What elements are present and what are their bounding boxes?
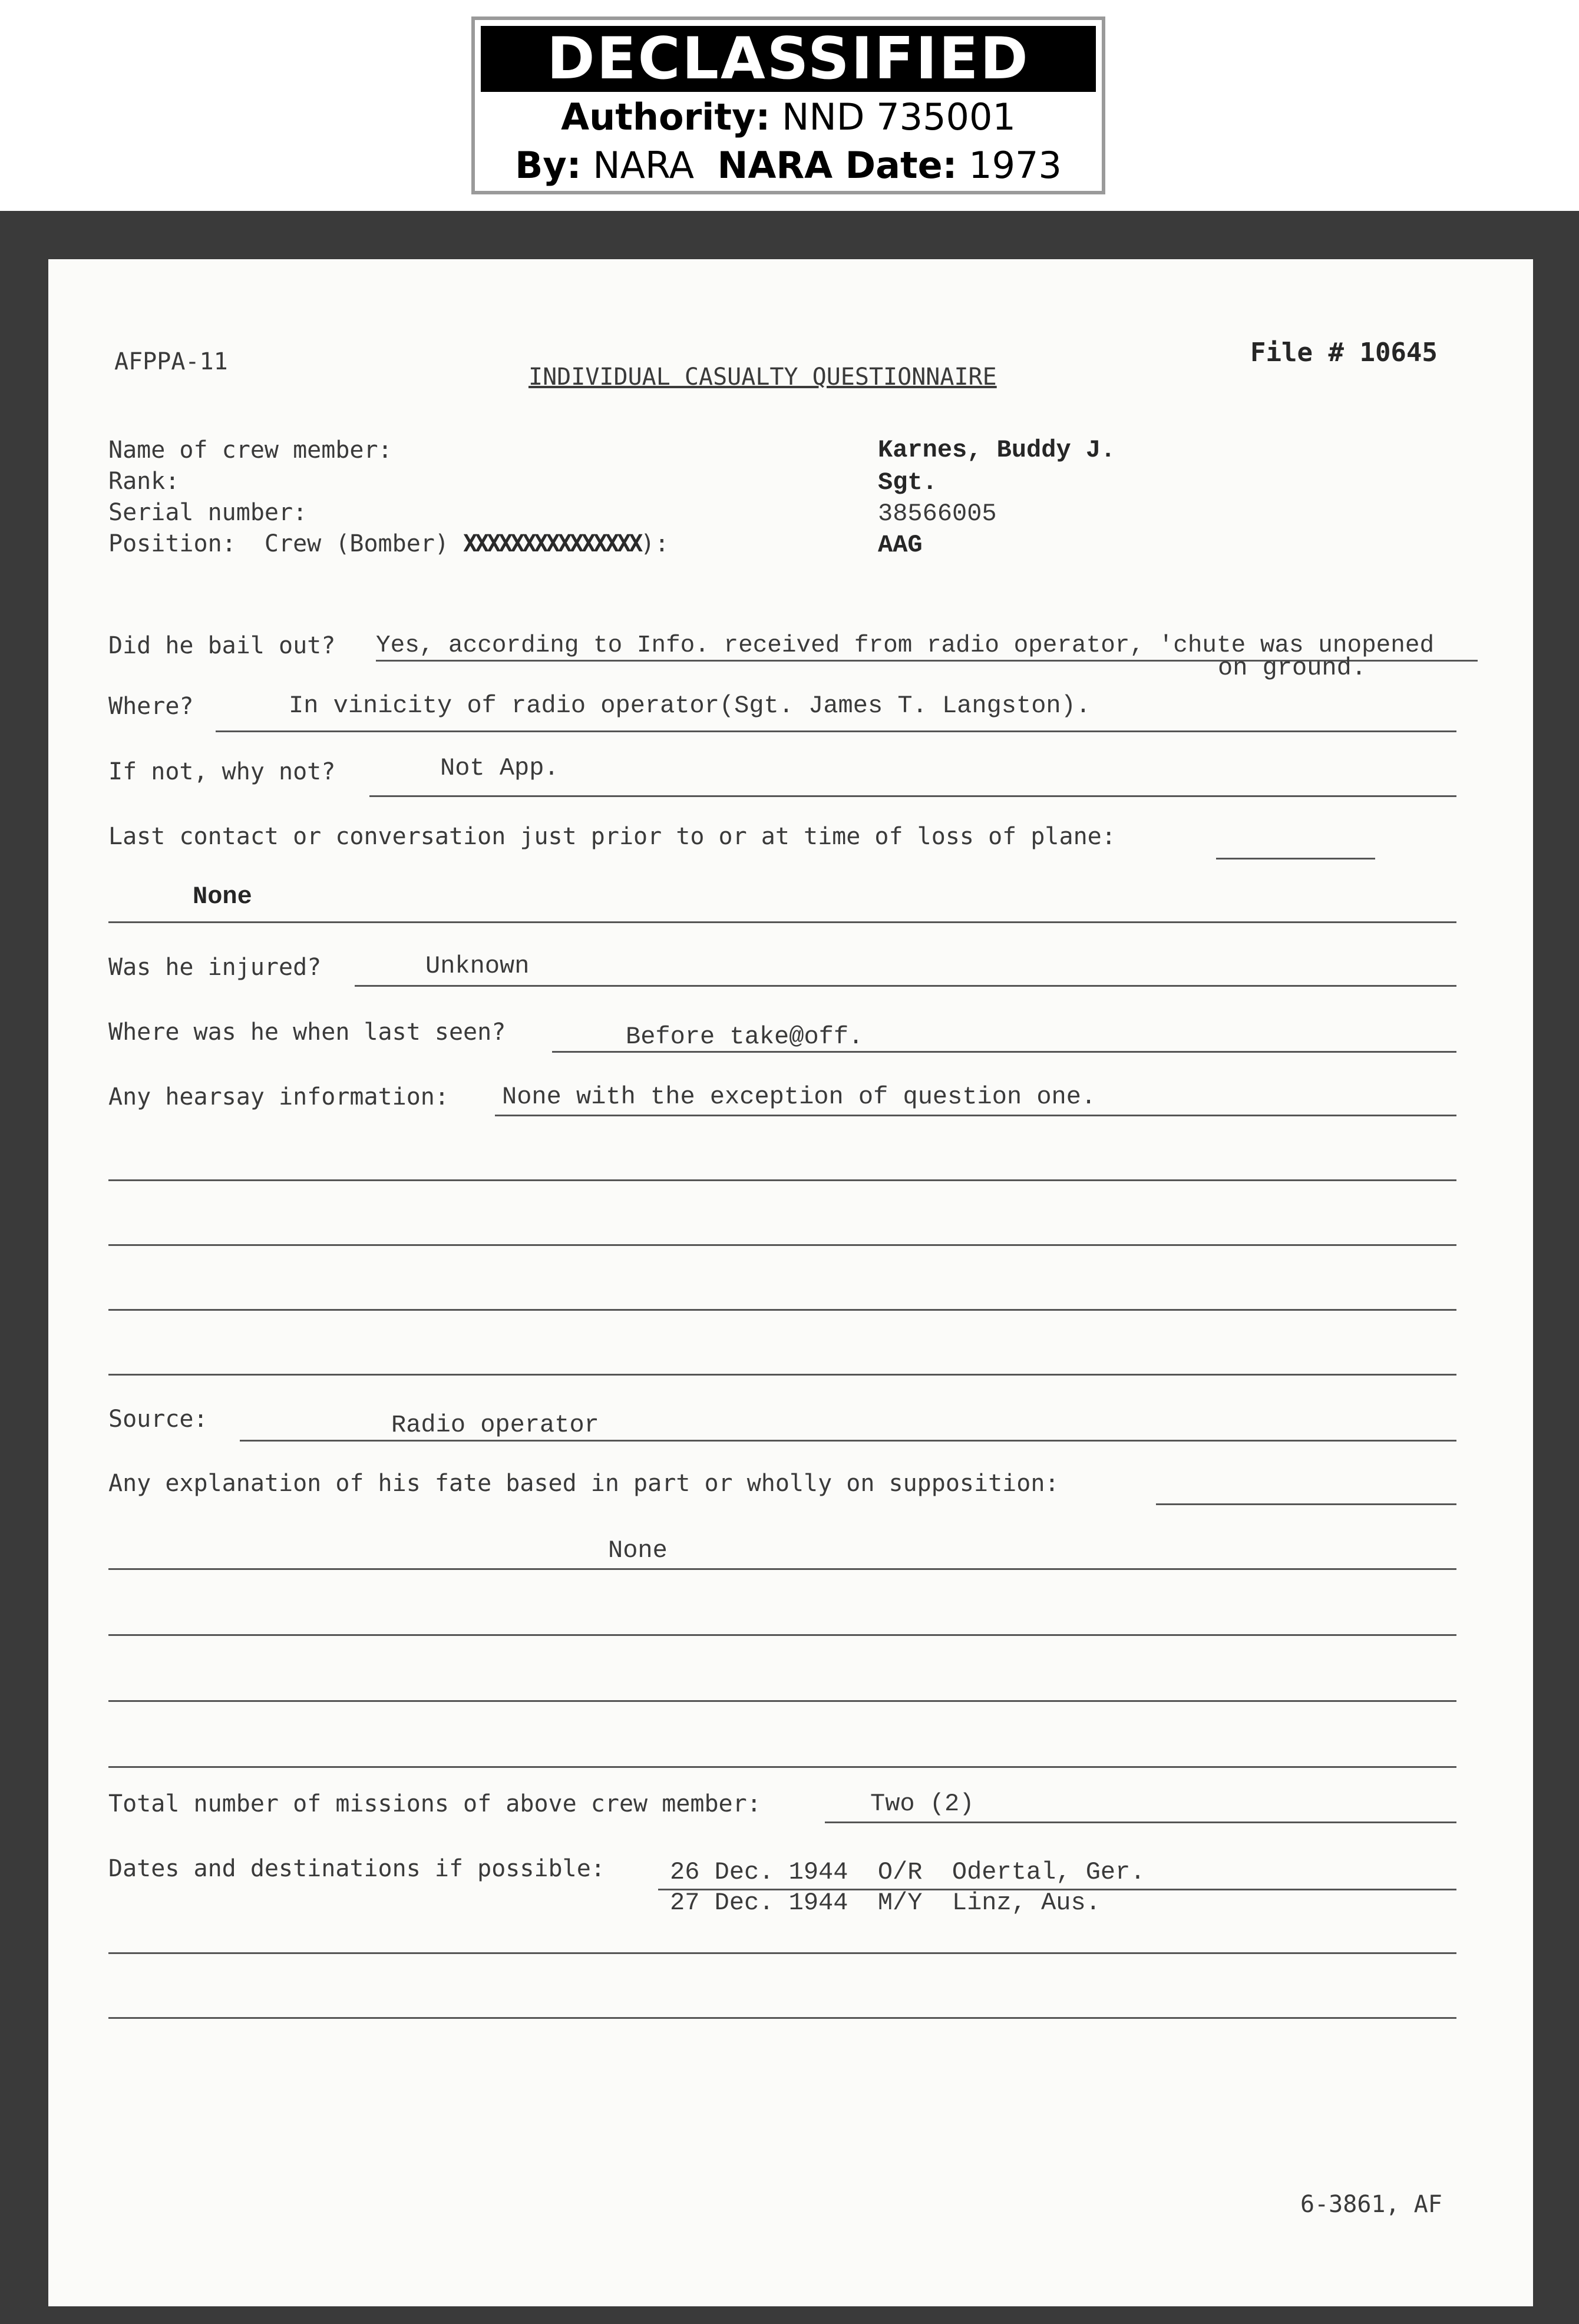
bail-value: Yes, according to Info. received from radio operator, 'chute was unopened bbox=[376, 632, 1435, 659]
stamp-date-label: NARA Date: bbox=[717, 144, 957, 187]
where-line bbox=[216, 730, 1456, 732]
missions-line bbox=[825, 1821, 1456, 1823]
bail-label: Did he bail out? bbox=[108, 632, 336, 659]
name-value: Karnes, Buddy J. bbox=[878, 436, 1116, 464]
date-entry-1: 26 Dec. 1944 O/R Odertal, Ger. bbox=[670, 1858, 1145, 1886]
explanation-line-2 bbox=[108, 1634, 1456, 1636]
missions-value: Two (2) bbox=[870, 1790, 975, 1818]
source-label: Source: bbox=[108, 1406, 208, 1433]
lastseen-line bbox=[552, 1051, 1456, 1053]
missions-label: Total number of missions of above crew member: bbox=[108, 1790, 761, 1817]
bail-value-continued: on ground. bbox=[1218, 654, 1367, 682]
stamp-authority-label: Authority: bbox=[561, 95, 771, 138]
stamp-by-line bbox=[475, 144, 1102, 187]
date-entry-2: 27 Dec. 1944 M/Y Linz, Aus. bbox=[670, 1889, 1101, 1917]
file-number-line bbox=[1250, 339, 1438, 367]
contact-value: None bbox=[193, 882, 252, 911]
rank-label: Rank: bbox=[108, 468, 180, 495]
stamp-by-label: By: bbox=[515, 144, 582, 187]
serial-value: 38566005 bbox=[878, 500, 997, 528]
explanation-line-end bbox=[1156, 1503, 1456, 1505]
source-value: Radio operator bbox=[391, 1411, 599, 1439]
explanation-line-4 bbox=[108, 1766, 1456, 1768]
explanation-line-3 bbox=[108, 1700, 1456, 1702]
hearsay-blank-line-1 bbox=[108, 1179, 1456, 1181]
ifnot-label: If not, why not? bbox=[108, 758, 336, 785]
name-label: Name of crew member: bbox=[108, 437, 392, 464]
position-line bbox=[108, 530, 669, 558]
source-line bbox=[240, 1440, 1456, 1442]
declassification-stamp bbox=[471, 16, 1105, 194]
hearsay-blank-line-3 bbox=[108, 1309, 1456, 1311]
dates-label: Dates and destinations if possible: bbox=[108, 1855, 605, 1882]
position-value: AAG bbox=[878, 531, 923, 559]
stamp-authority-line bbox=[475, 95, 1102, 138]
file-label: File # bbox=[1250, 338, 1344, 368]
contact-line-end bbox=[1216, 858, 1375, 859]
where-value: In vinicity of radio operator(Sgt. James T. Langston). bbox=[289, 692, 1091, 720]
contact-line bbox=[108, 921, 1456, 923]
rank-value: Sgt. bbox=[878, 468, 937, 497]
ifnot-line bbox=[369, 795, 1456, 797]
form-title: INDIVIDUAL CASUALTY QUESTIONNAIRE bbox=[528, 363, 997, 391]
hearsay-blank-line-4 bbox=[108, 1374, 1456, 1376]
questionnaire-sheet bbox=[48, 259, 1533, 2306]
explanation-value: None bbox=[608, 1536, 668, 1565]
ifnot-value: Not App. bbox=[440, 754, 559, 782]
serial-label: Serial number: bbox=[108, 499, 308, 526]
lastseen-label: Where was he when last seen? bbox=[108, 1019, 506, 1046]
form-id: AFPPA-11 bbox=[114, 348, 228, 375]
contact-label: Last contact or conversation just prior to or at time of loss of plane: bbox=[108, 823, 1116, 850]
scanned-page-frame bbox=[0, 211, 1579, 2324]
lastseen-value: Before take@off. bbox=[626, 1023, 864, 1051]
injured-label: Was he injured? bbox=[108, 954, 322, 981]
footer-code: 6-3861, AF bbox=[1300, 2191, 1442, 2218]
injured-value: Unknown bbox=[425, 952, 530, 980]
hearsay-value: None with the exception of question one. bbox=[502, 1083, 1096, 1111]
position-suffix: ): bbox=[640, 530, 669, 557]
where-label: Where? bbox=[108, 693, 194, 720]
stamp-date-value: 1973 bbox=[969, 144, 1062, 187]
stamp-title: DECLASSIFIED bbox=[481, 26, 1096, 92]
dates-blank-line-1 bbox=[108, 1952, 1456, 1954]
dates-blank-line-2 bbox=[108, 2017, 1456, 2019]
hearsay-label: Any hearsay information: bbox=[108, 1083, 449, 1110]
stamp-authority-value: NND 735001 bbox=[782, 95, 1016, 138]
hearsay-line bbox=[495, 1115, 1456, 1116]
explanation-line-1 bbox=[108, 1568, 1456, 1570]
position-redacted: XXXXXXXXXXXXXXX bbox=[463, 530, 641, 557]
stamp-by-value: NARA bbox=[593, 144, 695, 187]
hearsay-blank-line-2 bbox=[108, 1244, 1456, 1246]
position-label: Position: Crew (Bomber) bbox=[108, 530, 449, 557]
file-number: 10645 bbox=[1359, 338, 1438, 368]
injured-line bbox=[355, 985, 1456, 987]
explanation-label: Any explanation of his fate based in part or wholly on supposition: bbox=[108, 1470, 1059, 1497]
